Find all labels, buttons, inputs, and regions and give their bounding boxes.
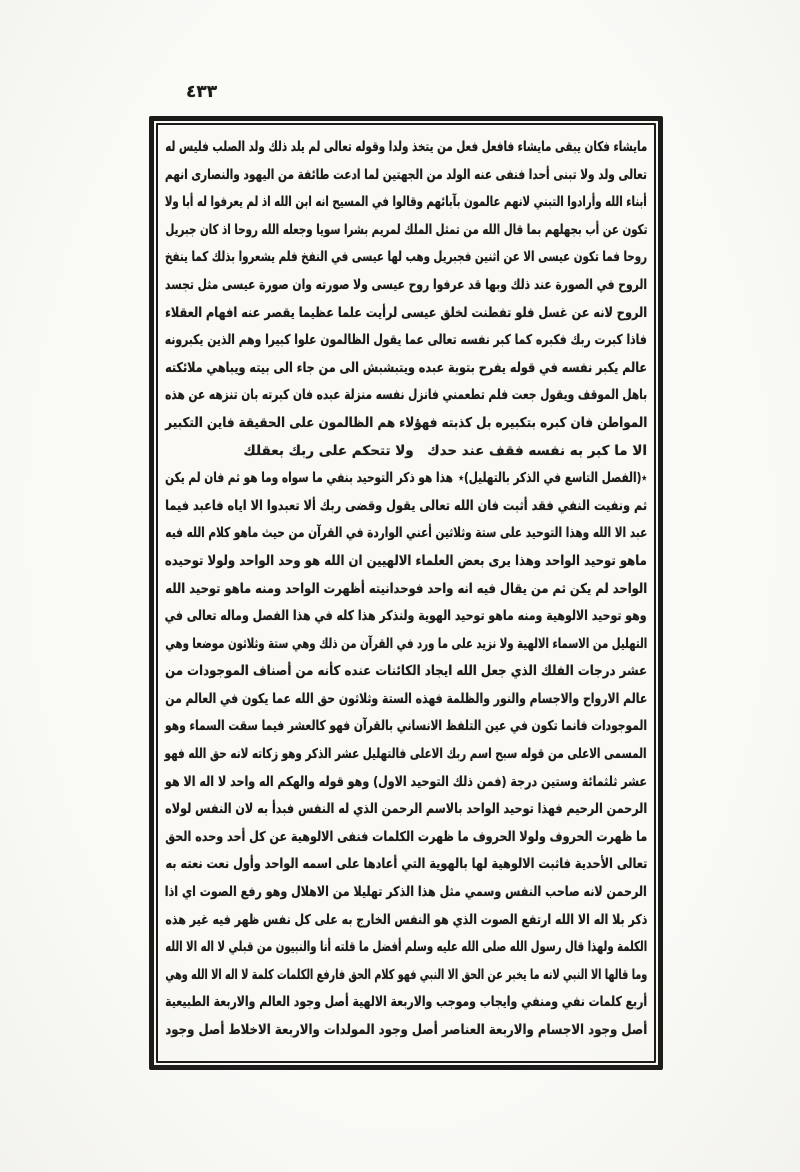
text-line-content: تعالى الأحدية فاثبت الالوهية لها بالهوية التي أعادها على اسمه الواحد وأول نعت نعته به — [165, 856, 647, 873]
text-line — [165, 355, 647, 383]
text-line — [165, 438, 647, 466]
text-line-content: أربع كلمات نفي ومنفي وايجاب وموجب والاربعة الالهية أصل وجود العالم والاربعة الطبيعية — [164, 994, 647, 1011]
text-line-content: الكلمة ولهذا قال رسول الله صلى الله عليه وسلم أفضل ما قلته أنا والنبيون من قبلي لا اله الا الله — [165, 939, 647, 956]
text-line-content: عبد الا الله وهذا التوحيد على ستة وثلاثين أعني الواردة في القرآن من حيث ماهو كلام الله فيه — [165, 525, 647, 542]
text-line-content: عشر ثلثمائة وستين درجة (فمن ذلك التوحيد الاول) وهو قوله والهكم اله واحد لا اله الا هو — [165, 773, 647, 790]
text-line-content: عالم يكبر نفسه في قوله يفرح بتوبة عبده ويتبشبش الى من جاء الى بيته ويباهي ملائكته — [165, 359, 647, 376]
text-line — [165, 272, 647, 300]
text-line — [165, 989, 647, 1017]
text-line — [165, 1017, 647, 1045]
text-line — [165, 493, 647, 521]
text-line-content: الرحمن لانه صاحب النفس وسمي مثل هذا الذكر تهليلا من الاهلال وهو رفع الصوت اي اذا — [164, 884, 647, 901]
text-line-content: عشر درجات الفلك الذي جعل الله ايجاد الكائنات عنده كأنه من أصناف الموجودات من — [165, 663, 647, 680]
text-line-content: وهو توحيد الالوهية ومنه ماهو توحيد الهوية ولنذكر هذا كله في هذا الفصل وماله تعالى في — [165, 608, 647, 625]
text-line-content: ماهو توحيد الواحد وهذا يرى بعض العلماء الالهيين ان الله هو وحد الواحد ولولا توحيده — [165, 552, 647, 569]
text-line — [165, 824, 647, 852]
text-line — [165, 189, 647, 217]
text-line — [165, 713, 647, 741]
text-line — [165, 658, 647, 686]
text-line-content: تعالى ولد ولا تبنى أحدا فنفى عنه الولد من الجهتين لما ادعت طائفة من اليهود والنصارى انهم — [164, 166, 647, 183]
text-line-content: ثم ونفيت النفي فقد أثبت فان الله تعالى يقول وقضى ربك ألا تعبدوا الا اياه فاعبد فيما — [164, 497, 647, 514]
text-line-content: باهل الموقف ويقول جعت فلم تطعمني فانزل نفسه منزلة عبده فان كبرته بان تنزهه عن هذه — [164, 387, 647, 404]
text-line — [165, 327, 647, 355]
text-line-content: الواحد لم يكن ثم من يقال فيه انه واحد فوحدانيته أظهرت الواحد ومنه ماهو توحيد الله — [165, 580, 647, 597]
text-line-content: تكون عن أب بجهلهم بما قال الله من تمثل الملك لمريم بشرا سويا وجعله الله روحا اذ كان جبريل — [165, 221, 647, 238]
text-line — [165, 576, 647, 604]
text-line — [165, 769, 647, 797]
text-line — [165, 796, 647, 824]
text-line-content: أصل وجود الاجسام والاربعة العناصر أصل وجود المولدات والاربعة الاخلاط أصل وجود — [165, 1022, 647, 1038]
text-line-content: أبناء الله وأرادوا التبني لانهم عالمون بآبائهم وقالوا في المسيح انه ابن الله اذ لم يعرفوا له أبا ولا — [165, 194, 647, 211]
text-line — [165, 300, 647, 328]
text-line-content: الروح لانه عن غسل فلو تفطنت لخلق عيسى لرأيت علما عظيما يقصر عنه افهام العقلاء — [165, 304, 647, 321]
text-frame-inner-border — [156, 123, 656, 1063]
text-line-content: الا ما كبر به نفسه فقف عند حدك ولا تتحكم على ربك بعقلك — [243, 442, 647, 459]
page-text — [158, 125, 654, 1061]
text-line-content: المسمى الاعلى من قوله سبح اسم ربك الاعلى فالتهليل عشر الذكر وهو زكاته لانه حق الله فهو — [164, 746, 647, 763]
text-line — [165, 134, 647, 162]
text-line-content: التهليل من الاسماء الالهية ولا نزيد على ما ورد في القرآن من ذلك وهي ستة وثلاثون موضعا وهي — [165, 635, 647, 652]
text-line-content: الرحمن الرحيم فهذا توحيد الواحد بالاسم الرحمن الذي له النفس فبدأ به لان النفس لولاه — [164, 801, 647, 818]
text-line-content: ما ظهرت الحروف ولولا الحروف ما ظهرت الكلمات فنفى الالوهية عن كل أحد وحده الحق — [164, 828, 647, 845]
text-line-content: روحا فما تكون عيسى الا عن اثنين فجبريل وهب لها عيسى في النفخ فلم يشعروا بذلك كما ينفخ — [165, 249, 647, 266]
text-line-content: فاذا كبرت ربك فكبره كما كبر نفسه تعالى عما يقول الظالمون علوا كبيرا وهم الذين يكبرونه — [165, 332, 647, 349]
text-line-content: الروح في الصورة عند ذلك وبها قد عرفوا روح عيسى ولا صورته وان صورة عيسى مثل تجسد — [165, 276, 647, 293]
text-line — [165, 410, 647, 438]
text-line — [165, 244, 647, 272]
text-line — [165, 741, 647, 769]
text-line — [165, 465, 647, 493]
text-line — [165, 879, 647, 907]
text-line-content: ٭(الفصل التاسع في الذكر بالتهليل)٭ هذا هو ذكر التوحيد بنفي ما سواه وما هو ثم فان لم يكن — [165, 470, 647, 487]
text-line — [165, 548, 647, 576]
text-line-content: ذكر بلا اله الا الله ارتفع الصوت الذي هو النفس الخارج به على كل نفس ظهر فيه غير هذه — [164, 911, 647, 928]
text-line — [165, 962, 647, 990]
text-line-content: المواطن فان كبره بتكبيره بل كذبته فهؤلاء هم الظالمون على الحقيقة فاين التكبير — [164, 414, 647, 431]
text-line — [165, 382, 647, 410]
text-line-content: مايشاء فكان يبقى مايشاء فافعل فعل من يتخذ ولدا وقوله تعالى لم يلد ذلك ولد الصلب فليس له — [165, 139, 647, 155]
text-line — [165, 603, 647, 631]
text-line — [165, 217, 647, 245]
text-line — [165, 934, 647, 962]
text-line-content: وما قالها الا النبي لانه ما يخبر عن الحق الا النبي فهو كلام الحق فارفع الكلمات كلمة لا اله الا الله وهي — [165, 966, 647, 983]
text-line — [165, 631, 647, 659]
text-line — [165, 851, 647, 879]
text-line — [165, 162, 647, 190]
text-frame-outer-border — [149, 116, 663, 1070]
text-line-content: الموجودات فانما تكون في عين التلفظ الانساني بالقرآن فهو كالعشر فيما سقت السماء وهو — [165, 718, 647, 735]
page-number: ٤٣٣ — [186, 82, 218, 102]
text-line — [165, 907, 647, 935]
text-line — [165, 686, 647, 714]
text-line — [165, 520, 647, 548]
text-line-content: عالم الارواح والاجسام والنور والظلمة فهذه الستة وثلاثون حق الله عما يكون في العالم من — [165, 690, 647, 707]
